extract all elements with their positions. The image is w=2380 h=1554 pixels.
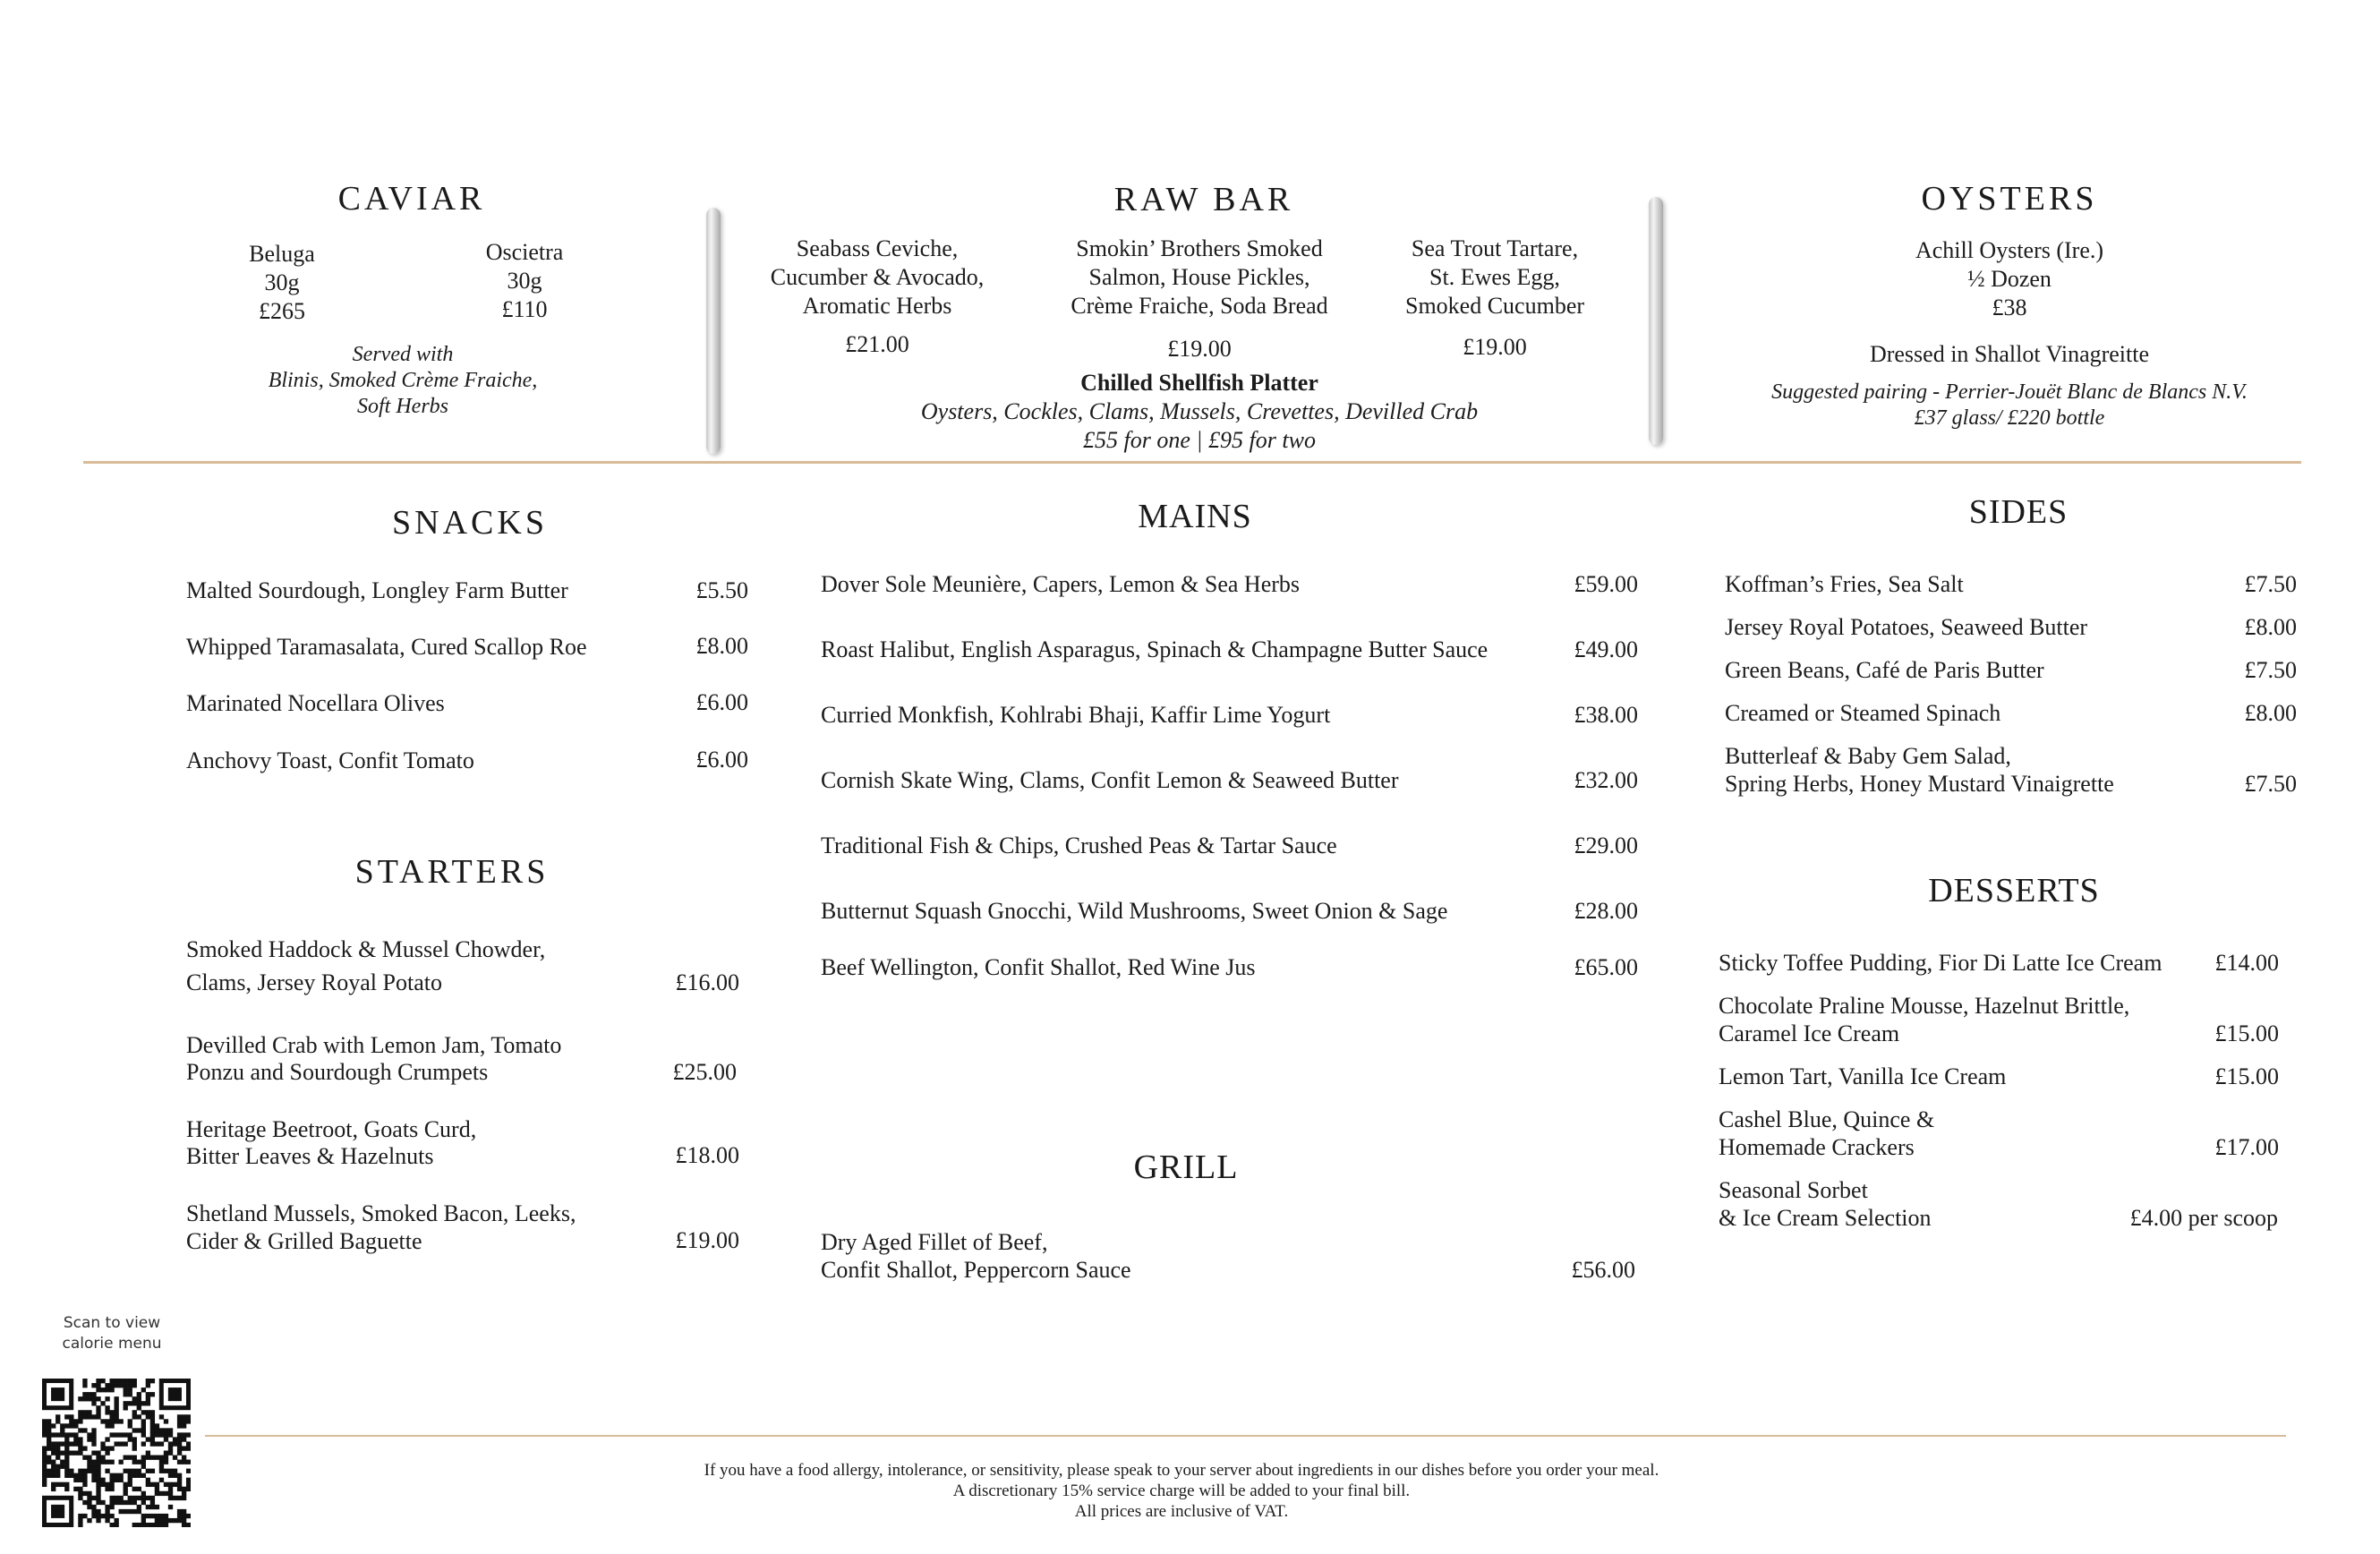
caviar-beluga-name: Beluga bbox=[249, 241, 315, 267]
snack-item-name: Marinated Nocellara Olives bbox=[186, 690, 445, 716]
main-item-name: Beef Wellington, Confit Shallot, Red Wine Jus bbox=[821, 954, 1256, 980]
main-item-price: £38.00 bbox=[1574, 702, 1638, 728]
desserts-heading: DESSERTS bbox=[1928, 872, 2100, 909]
starter-item-line2: Bitter Leaves & Hazelnuts bbox=[186, 1143, 434, 1169]
decorative-divider-left bbox=[706, 208, 721, 454]
dessert-item-price: £15.00 bbox=[2214, 1020, 2279, 1046]
caviar-oscietra-price: £110 bbox=[501, 296, 548, 322]
side-item-price: £7.50 bbox=[2244, 657, 2297, 683]
dessert-item-name: Sticky Toffee Pudding, Fior Di Latte Ice Cream bbox=[1719, 950, 2162, 976]
grill-heading: GRILL bbox=[1133, 1148, 1239, 1186]
dessert-item-price: £14.00 bbox=[2214, 950, 2279, 976]
grill-item-line1: Dry Aged Fillet of Beef, bbox=[821, 1229, 1048, 1255]
raw-bar-item1-line1: Seabass Ceviche, bbox=[796, 235, 959, 261]
side-item-name: Creamed or Steamed Spinach bbox=[1725, 700, 2001, 726]
side-item-price: £7.50 bbox=[2244, 571, 2297, 597]
side-item-name: Jersey Royal Potatoes, Seaweed Butter bbox=[1725, 614, 2088, 640]
snack-item-price: £8.00 bbox=[695, 633, 748, 659]
snack-item-name: Anchovy Toast, Confit Tomato bbox=[186, 747, 474, 773]
oysters-price: £38 bbox=[1992, 295, 2027, 320]
raw-bar-item1-line3: Aromatic Herbs bbox=[802, 293, 952, 319]
dessert-item-line2: Homemade Crackers bbox=[1719, 1134, 1915, 1160]
caviar-heading: CAVIAR bbox=[337, 180, 486, 218]
snack-item-name: Whipped Taramasalata, Cured Scallop Roe bbox=[186, 634, 587, 660]
caviar-served-line3: Soft Herbs bbox=[357, 395, 448, 418]
oysters-dressing: Dressed in Shallot Vinagreitte bbox=[1869, 341, 2150, 367]
side-item-name: Koffman’s Fries, Sea Salt bbox=[1725, 571, 1964, 597]
side-salad-line2: Spring Herbs, Honey Mustard Vinaigrette bbox=[1725, 771, 2114, 797]
raw-bar-item2-line1: Smokin’ Brothers Smoked bbox=[1076, 235, 1323, 261]
caviar-served-line2: Blinis, Smoked Crème Fraiche, bbox=[268, 369, 538, 392]
starter-item-price: £25.00 bbox=[672, 1059, 737, 1085]
starter-item-line2: Ponzu and Sourdough Crumpets bbox=[186, 1059, 489, 1085]
starter-item-line1: Smoked Haddock & Mussel Chowder, bbox=[186, 936, 546, 962]
qr-caption-line2: calorie menu bbox=[62, 1335, 162, 1353]
starter-item-price: £16.00 bbox=[675, 969, 739, 995]
raw-bar-item3-line2: St. Ewes Egg, bbox=[1429, 264, 1560, 290]
snack-item-name: Malted Sourdough, Longley Farm Butter bbox=[186, 577, 568, 603]
dessert-item-line2: Caramel Ice Cream bbox=[1719, 1020, 1900, 1046]
footer-divider bbox=[205, 1435, 2286, 1437]
main-item-name: Dover Sole Meunière, Capers, Lemon & Sea Herbs bbox=[821, 571, 1301, 597]
footer-allergy-notice: If you have a food allergy, intolerance, or sensitivity, please speak to your server about ingredients in our dishes before you order your meal. bbox=[704, 1461, 1659, 1480]
main-item-price: £49.00 bbox=[1574, 636, 1638, 662]
raw-bar-item2-line2: Salmon, House Pickles, bbox=[1088, 264, 1310, 290]
calorie-menu-qr-code[interactable] bbox=[42, 1379, 191, 1527]
dessert-item-price: £15.00 bbox=[2214, 1063, 2279, 1089]
oysters-pairing-price: £37 glass/ £220 bottle bbox=[1914, 406, 2105, 430]
snack-item-price: £6.00 bbox=[695, 689, 748, 715]
footer-service-charge: A discretionary 15% service charge will be added to your final bill. bbox=[952, 1481, 1411, 1500]
caviar-oscietra-weight: 30g bbox=[507, 268, 542, 294]
raw-bar-heading: RAW BAR bbox=[1113, 181, 1294, 218]
shellfish-platter-title: Chilled Shellfish Platter bbox=[1080, 370, 1318, 396]
dessert-item-name: Lemon Tart, Vanilla Ice Cream bbox=[1719, 1063, 2007, 1089]
dessert-item-line2: & Ice Cream Selection bbox=[1719, 1205, 1932, 1231]
sides-heading: SIDES bbox=[1968, 493, 2069, 531]
starter-item-line2: Clams, Jersey Royal Potato bbox=[186, 969, 442, 995]
raw-bar-item3-price: £19.00 bbox=[1463, 334, 1527, 360]
main-item-name: Butternut Squash Gnocchi, Wild Mushrooms, Sweet Onion & Sage bbox=[821, 898, 1448, 924]
footer-vat-notice: All prices are inclusive of VAT. bbox=[1074, 1502, 1289, 1521]
main-item-price: £65.00 bbox=[1574, 954, 1638, 980]
main-item-price: £59.00 bbox=[1574, 571, 1638, 597]
dessert-item-line1: Cashel Blue, Quince & bbox=[1719, 1106, 1935, 1132]
main-item-name: Roast Halibut, English Asparagus, Spinach & Champagne Butter Sauce bbox=[821, 636, 1489, 662]
caviar-beluga-price: £265 bbox=[259, 298, 305, 324]
raw-bar-item1-line2: Cucumber & Avocado, bbox=[770, 264, 985, 290]
side-item-price: £8.00 bbox=[2244, 614, 2297, 640]
starter-item-price: £18.00 bbox=[675, 1142, 739, 1168]
qr-caption-line1: Scan to view bbox=[63, 1314, 161, 1332]
starters-heading: STARTERS bbox=[354, 853, 550, 891]
starter-item-line1: Devilled Crab with Lemon Jam, Tomato bbox=[186, 1032, 562, 1058]
main-item-name: Traditional Fish & Chips, Crushed Peas & Tartar Sauce bbox=[821, 832, 1337, 858]
main-item-price: £28.00 bbox=[1574, 898, 1638, 924]
dessert-item-line1: Chocolate Praline Mousse, Hazelnut Brittle, bbox=[1719, 993, 2130, 1019]
main-item-price: £32.00 bbox=[1574, 767, 1638, 793]
oysters-pairing: Suggested pairing - Perrier-Jouët Blanc de Blancs N.V. bbox=[1771, 380, 2248, 404]
starter-item-price: £19.00 bbox=[675, 1227, 739, 1253]
side-item-price: £8.00 bbox=[2244, 700, 2297, 726]
side-item-name: Green Beans, Café de Paris Butter bbox=[1725, 657, 2044, 683]
main-item-price: £29.00 bbox=[1574, 832, 1638, 858]
snacks-heading: SNACKS bbox=[392, 504, 548, 542]
shellfish-platter-description: Oysters, Cockles, Clams, Mussels, Crevettes, Devilled Crab bbox=[920, 398, 1479, 424]
raw-bar-item3-line3: Smoked Cucumber bbox=[1404, 293, 1585, 319]
side-salad-price: £7.50 bbox=[2244, 771, 2297, 797]
main-item-name: Cornish Skate Wing, Clams, Confit Lemon & Seaweed Butter bbox=[821, 767, 1399, 793]
dessert-item-line1: Seasonal Sorbet bbox=[1719, 1177, 1868, 1203]
starter-item-line1: Shetland Mussels, Smoked Bacon, Leeks, bbox=[186, 1200, 576, 1226]
raw-bar-item1-price: £21.00 bbox=[845, 331, 909, 357]
snack-item-price: £6.00 bbox=[695, 747, 748, 773]
oysters-heading: OYSTERS bbox=[1921, 180, 2098, 218]
raw-bar-item2-line3: Crème Fraiche, Soda Bread bbox=[1071, 293, 1328, 319]
grill-item-price: £56.00 bbox=[1571, 1257, 1635, 1283]
raw-bar-item3-line1: Sea Trout Tartare, bbox=[1411, 235, 1579, 261]
section-divider bbox=[83, 461, 2301, 464]
oysters-quantity: ½ Dozen bbox=[1967, 266, 2052, 292]
oysters-variety: Achill Oysters (Ire.) bbox=[1915, 237, 2104, 263]
grill-item-line2: Confit Shallot, Peppercorn Sauce bbox=[821, 1257, 1131, 1283]
dessert-item-price: £4.00 per scoop bbox=[2129, 1205, 2278, 1231]
mains-heading: MAINS bbox=[1138, 498, 1252, 535]
dessert-item-price: £17.00 bbox=[2214, 1134, 2279, 1160]
starter-item-line1: Heritage Beetroot, Goats Curd, bbox=[186, 1116, 477, 1142]
starter-item-line2: Cider & Grilled Baguette bbox=[186, 1228, 422, 1254]
snack-item-price: £5.50 bbox=[695, 577, 748, 603]
caviar-served-line1: Served with bbox=[352, 343, 454, 366]
decorative-divider-right bbox=[1649, 197, 1663, 445]
side-salad-line1: Butterleaf & Baby Gem Salad, bbox=[1725, 743, 2011, 769]
shellfish-platter-price: £55 for one | £95 for two bbox=[1083, 427, 1316, 453]
main-item-name: Curried Monkfish, Kohlrabi Bhaji, Kaffir Lime Yogurt bbox=[821, 702, 1331, 728]
caviar-oscietra-name: Oscietra bbox=[485, 239, 564, 265]
raw-bar-item2-price: £19.00 bbox=[1167, 336, 1232, 362]
caviar-beluga-weight: 30g bbox=[264, 269, 300, 295]
